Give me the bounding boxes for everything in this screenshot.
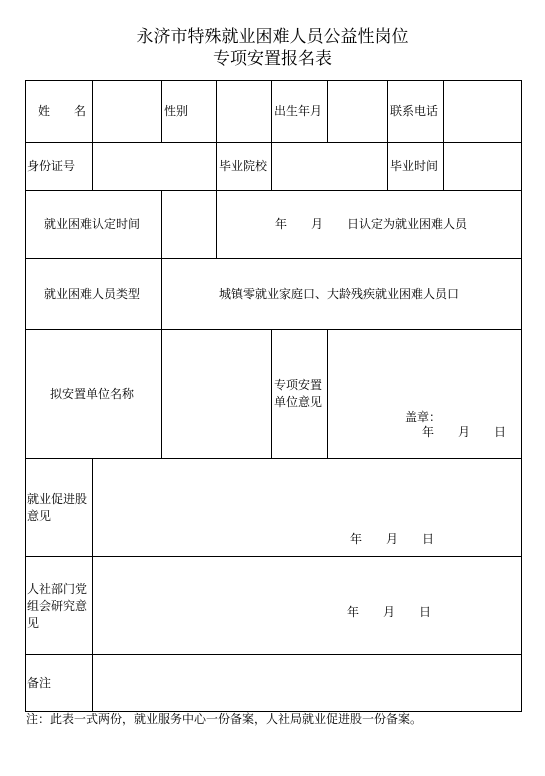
col-line [271, 329, 272, 458]
phone-label: 联系电话 [390, 104, 439, 118]
col-line [92, 142, 93, 190]
promotion-opinion-label: 就业促进股意见 [27, 492, 88, 523]
seal-date: 年 月 日 [422, 425, 507, 439]
col-line [161, 258, 162, 329]
unit-opinion-label: 专项安置单位意见 [274, 378, 323, 409]
name-label: 姓 名 [38, 104, 87, 118]
col-line [443, 80, 444, 142]
id-number-label: 身份证号 [27, 159, 76, 173]
form-title: 永济市特殊就业困难人员公益性岗位 [136, 27, 409, 47]
form-subtitle: 专项安置报名表 [213, 49, 332, 69]
row-line [25, 258, 522, 259]
col-line [443, 142, 444, 190]
col-line [161, 80, 162, 142]
col-line [161, 190, 162, 258]
difficulty-type-label: 就业困难人员类型 [44, 287, 141, 301]
col-line [271, 80, 272, 142]
difficulty-type-options: 城镇零就业家庭口、大龄残疾就业困难人员口 [219, 287, 460, 301]
gender-label: 性别 [164, 104, 189, 118]
promotion-date: 年 月 日 [350, 532, 435, 546]
row-line [25, 556, 522, 557]
border-left [25, 80, 26, 712]
row-line [25, 142, 522, 143]
row-line [25, 654, 522, 655]
school-label: 毕业院校 [219, 159, 268, 173]
col-line [216, 190, 217, 258]
col-line [327, 80, 328, 142]
col-line [161, 329, 162, 458]
row-line [25, 190, 522, 191]
hrss-date: 年 月 日 [347, 605, 432, 619]
col-line [216, 142, 217, 190]
col-line [387, 142, 388, 190]
col-line [92, 80, 93, 142]
footnote: 注：此表一式两份，就业服务中心一份备案，人社局就业促进股一份备案。 [26, 712, 423, 726]
row-line [25, 458, 522, 459]
border-top [25, 80, 522, 81]
col-line [387, 80, 388, 142]
hrss-opinion-label: 人社部门党组会研究意见 [27, 582, 88, 630]
border-right [521, 80, 522, 712]
placement-unit-label: 拟安置单位名称 [50, 387, 135, 401]
col-line [92, 458, 93, 711]
difficulty-date-label: 就业困难认定时间 [44, 217, 141, 231]
remarks-label: 备注 [27, 676, 52, 690]
birth-date-label: 出生年月 [274, 104, 323, 118]
col-line [327, 329, 328, 458]
graduation-time-label: 毕业时间 [390, 159, 439, 173]
col-line [271, 142, 272, 190]
seal-label: 盖章： [405, 410, 442, 424]
row-line [25, 329, 522, 330]
col-line [216, 80, 217, 142]
difficulty-date-value: 年 月 日认定为就业困难人员 [275, 217, 468, 231]
